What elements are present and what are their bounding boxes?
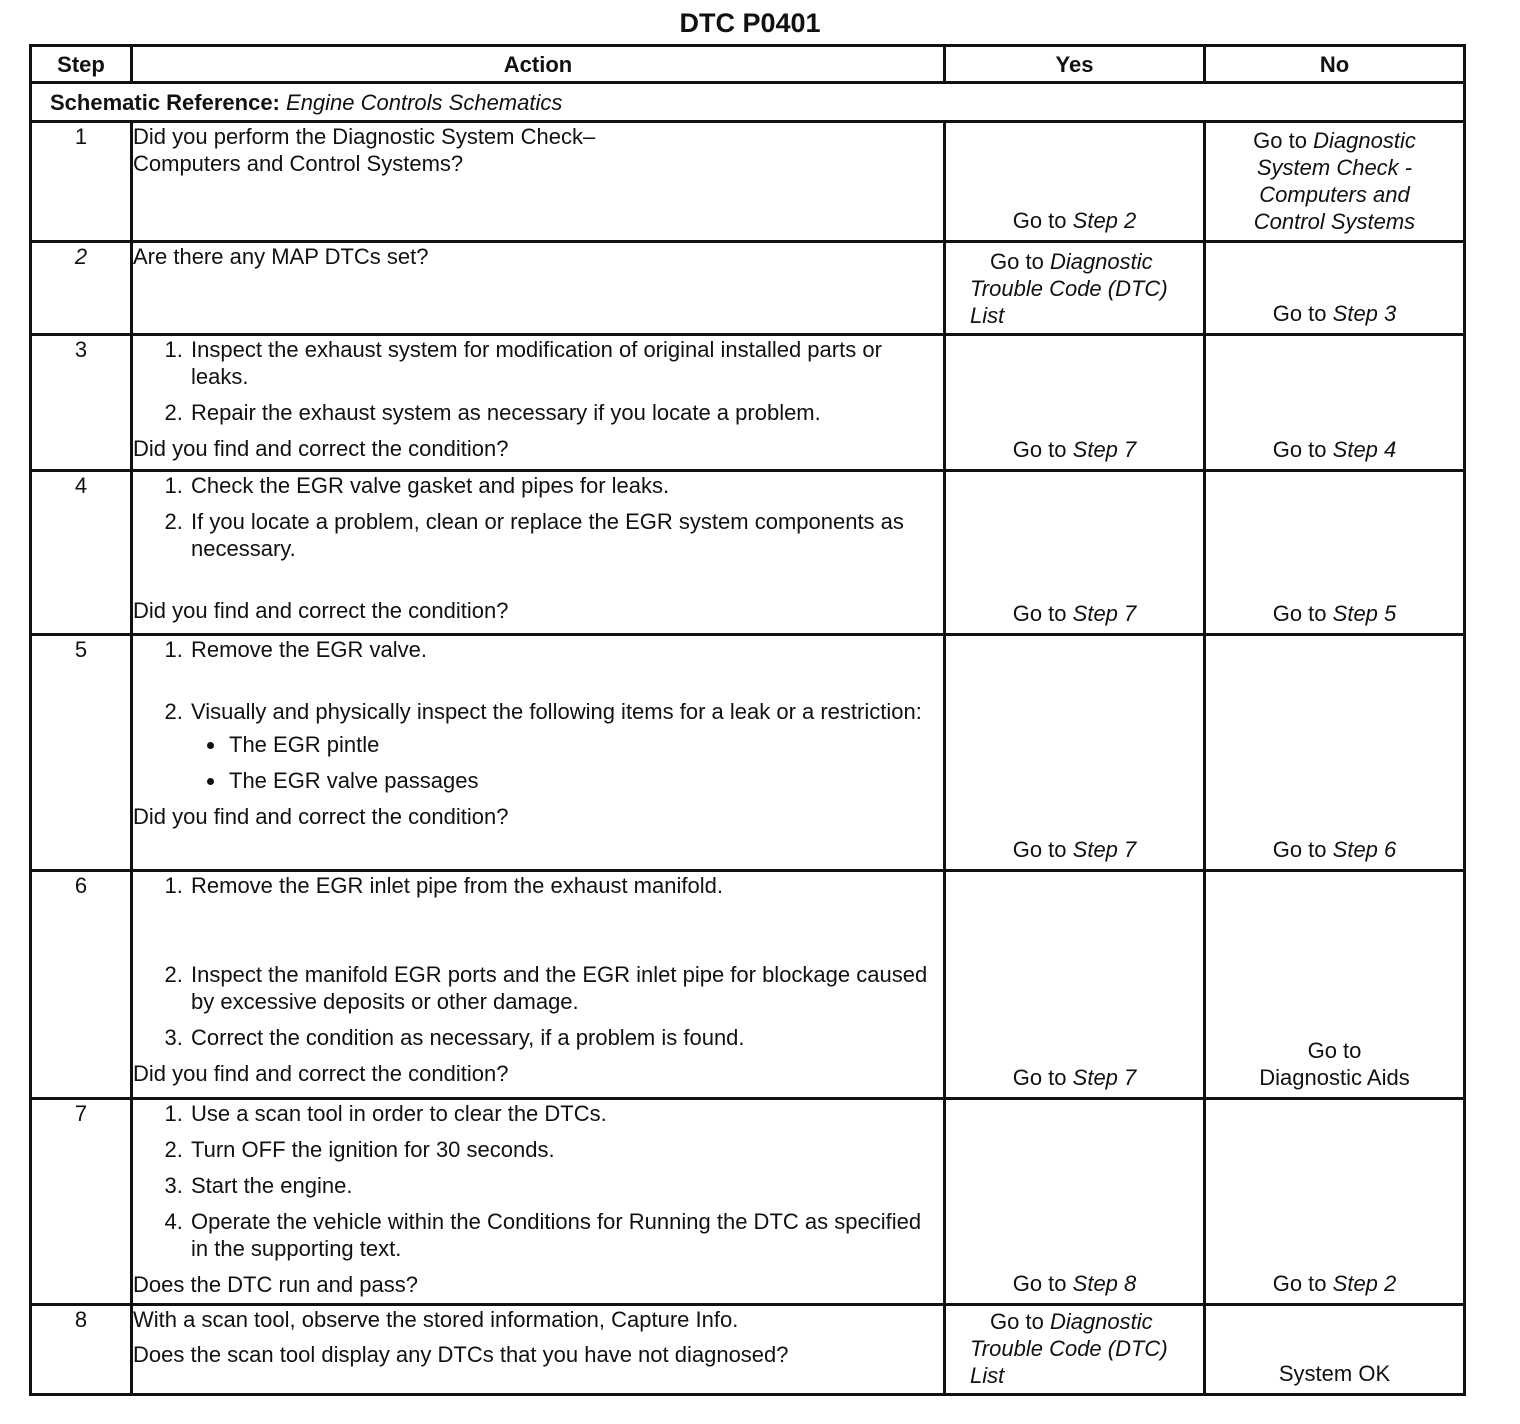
instruction-item: 2. Turn OFF the ignition for 30 seconds. bbox=[189, 1136, 943, 1163]
yes-action bbox=[970, 1308, 1199, 1389]
yes-cell bbox=[945, 1305, 1205, 1395]
yes-cell bbox=[945, 242, 1205, 335]
no-target: Step 2 bbox=[1332, 1271, 1397, 1296]
header-step: Step bbox=[31, 46, 132, 83]
step-number: 8 bbox=[31, 1305, 132, 1395]
instruction-item: 3. Correct the condition as necessary, if a problem is found. bbox=[189, 1024, 943, 1051]
yes-cell bbox=[945, 635, 1205, 871]
go-to-label: Go to bbox=[1272, 601, 1327, 626]
schematic-label: Schematic Reference: bbox=[50, 89, 280, 115]
no-cell bbox=[1205, 335, 1465, 471]
yes-target: Trouble Code (DTC) bbox=[970, 1336, 1168, 1361]
schematic-value: Engine Controls Schematics bbox=[286, 89, 563, 115]
instruction-item: 2. Repair the exhaust system as necessary if you locate a problem. bbox=[189, 399, 943, 426]
yes-target: Step 7 bbox=[1072, 1065, 1137, 1090]
no-cell bbox=[1205, 122, 1465, 242]
no-action bbox=[1206, 123, 1463, 235]
no-action bbox=[1206, 300, 1463, 327]
go-to-label: Go to bbox=[1272, 301, 1327, 326]
header-action: Action bbox=[132, 46, 945, 83]
no-cell bbox=[1205, 871, 1465, 1099]
instruction-item: 1. Inspect the exhaust system for modification of original installed parts or leaks. bbox=[189, 336, 943, 390]
go-to-label: Go to bbox=[1272, 437, 1327, 462]
yes-action bbox=[946, 207, 1203, 234]
yes-target: List bbox=[970, 1363, 1005, 1388]
step-number: 4 bbox=[31, 471, 132, 635]
question-text: Did you find and correct the condition? bbox=[133, 598, 509, 623]
no-action: System OK bbox=[1278, 1361, 1391, 1386]
table-row bbox=[31, 242, 1465, 335]
schematic-reference-row bbox=[31, 83, 1465, 122]
step-number: 7 bbox=[31, 1099, 132, 1305]
action-text: Are there any MAP DTCs set? bbox=[133, 244, 429, 269]
yes-action bbox=[946, 1270, 1203, 1297]
no-action bbox=[1206, 436, 1463, 463]
instruction-item: 2. Inspect the manifold EGR ports and the EGR inlet pipe for blockage caused by excessive deposits or other damage. bbox=[189, 961, 943, 1015]
action-cell bbox=[132, 635, 945, 871]
no-cell bbox=[1205, 635, 1465, 871]
page-title: DTC P0401 bbox=[679, 8, 821, 38]
action-cell bbox=[132, 471, 945, 635]
no-cell bbox=[1205, 1305, 1465, 1395]
no-target: Control Systems bbox=[1253, 209, 1416, 234]
go-to-label: Go to bbox=[1272, 1271, 1327, 1296]
yes-action bbox=[946, 436, 1203, 463]
go-to-label: Go to bbox=[990, 1309, 1044, 1334]
action-text: With a scan tool, observe the stored information, Capture Info. bbox=[133, 1307, 739, 1332]
no-action bbox=[1206, 1270, 1463, 1297]
question-text: Did you find and correct the condition? bbox=[133, 1061, 509, 1086]
yes-cell bbox=[945, 871, 1205, 1099]
table-row bbox=[31, 635, 1465, 871]
question-text: Does the scan tool display any DTCs that you have not diagnosed? bbox=[133, 1342, 789, 1367]
step-number: 6 bbox=[31, 871, 132, 1099]
go-to-label: Go to bbox=[1307, 1038, 1362, 1063]
question-text: Did you find and correct the condition? bbox=[133, 804, 509, 829]
action-cell bbox=[132, 242, 945, 335]
instruction-list bbox=[133, 472, 943, 562]
no-action bbox=[1206, 600, 1463, 627]
go-to-label: Go to bbox=[1272, 837, 1327, 862]
yes-target: Step 7 bbox=[1072, 601, 1137, 626]
table-row bbox=[31, 335, 1465, 471]
instruction-item: 4. Operate the vehicle within the Conditions for Running the DTC as specified in the supporting text. bbox=[189, 1208, 943, 1262]
step-number: 1 bbox=[31, 122, 132, 242]
yes-action bbox=[946, 1064, 1203, 1091]
instruction-list bbox=[133, 636, 943, 794]
table-row bbox=[31, 471, 1465, 635]
instruction-list bbox=[133, 1100, 943, 1262]
action-text: Did you perform the Diagnostic System Check– bbox=[133, 124, 596, 149]
schematic-reference bbox=[31, 83, 1465, 122]
no-action bbox=[1206, 1037, 1463, 1091]
no-target: Diagnostic bbox=[1313, 128, 1416, 153]
go-to-label: Go to bbox=[1012, 1065, 1067, 1090]
header-no: No bbox=[1205, 46, 1465, 83]
no-target: Step 4 bbox=[1332, 437, 1397, 462]
go-to-label: Go to bbox=[1012, 837, 1067, 862]
step-number: 3 bbox=[31, 335, 132, 471]
no-cell bbox=[1205, 1099, 1465, 1305]
instruction-item bbox=[189, 698, 943, 794]
instruction-text: Visually and physically inspect the following items for a leak or a restriction: bbox=[191, 699, 922, 724]
no-target: Step 5 bbox=[1332, 601, 1397, 626]
instruction-item: 1. Remove the EGR inlet pipe from the exhaust manifold. bbox=[189, 872, 943, 899]
step-number: 5 bbox=[31, 635, 132, 871]
yes-target: Diagnostic bbox=[1049, 249, 1153, 274]
step-number: 2 bbox=[31, 242, 132, 335]
bullet-item: • The EGR valve passages bbox=[227, 767, 943, 794]
no-cell bbox=[1205, 242, 1465, 335]
yes-cell bbox=[945, 335, 1205, 471]
action-cell bbox=[132, 335, 945, 471]
go-to-label: Go to bbox=[1012, 601, 1067, 626]
no-target: Step 6 bbox=[1332, 837, 1397, 862]
yes-cell bbox=[945, 1099, 1205, 1305]
table-row bbox=[31, 1099, 1465, 1305]
yes-target: Step 7 bbox=[1072, 437, 1137, 462]
yes-target: Step 8 bbox=[1072, 1271, 1137, 1296]
bullet-item: • The EGR pintle bbox=[227, 731, 943, 758]
table-row bbox=[31, 122, 1465, 242]
action-cell bbox=[132, 1099, 945, 1305]
yes-action bbox=[970, 248, 1199, 329]
yes-target: Step 7 bbox=[1072, 837, 1137, 862]
table-row bbox=[31, 871, 1465, 1099]
instruction-item: 3. Start the engine. bbox=[189, 1172, 943, 1199]
table-header-row bbox=[31, 46, 1465, 83]
yes-target: Trouble Code (DTC) bbox=[970, 276, 1168, 301]
yes-cell bbox=[945, 122, 1205, 242]
question-text: Does the DTC run and pass? bbox=[133, 1272, 418, 1297]
instruction-item: 2. If you locate a problem, clean or replace the EGR system components as necessary. bbox=[189, 508, 943, 562]
action-cell bbox=[132, 1305, 945, 1395]
question-text: Did you find and correct the condition? bbox=[133, 436, 509, 461]
no-target: Computers and bbox=[1259, 182, 1410, 207]
action-cell bbox=[132, 122, 945, 242]
instruction-list bbox=[133, 872, 943, 1051]
instruction-list bbox=[133, 336, 943, 426]
instruction-item: 1. Use a scan tool in order to clear the DTCs. bbox=[189, 1100, 943, 1127]
instruction-item: 1. Check the EGR valve gasket and pipes for leaks. bbox=[189, 472, 943, 499]
header-yes: Yes bbox=[945, 46, 1205, 83]
go-to-label: Go to bbox=[1012, 437, 1067, 462]
go-to-label: Go to bbox=[1253, 128, 1307, 153]
no-target: System Check - bbox=[1256, 155, 1413, 180]
yes-action bbox=[946, 600, 1203, 627]
instruction-item: 1. Remove the EGR valve. bbox=[189, 636, 943, 663]
yes-target: Diagnostic bbox=[1049, 1309, 1153, 1334]
no-cell bbox=[1205, 471, 1465, 635]
yes-action bbox=[946, 836, 1203, 863]
go-to-label: Go to bbox=[1012, 1271, 1067, 1296]
go-to-label: Go to bbox=[990, 249, 1044, 274]
no-action bbox=[1206, 836, 1463, 863]
yes-target: List bbox=[970, 303, 1005, 328]
table-row bbox=[31, 1305, 1465, 1395]
action-cell bbox=[132, 871, 945, 1099]
bullet-list bbox=[191, 731, 943, 794]
no-target: Step 3 bbox=[1332, 301, 1397, 326]
go-to-label: Go to bbox=[1012, 208, 1067, 233]
dtc-diagnostic-table bbox=[29, 44, 1466, 1396]
no-target: Diagnostic Aids bbox=[1259, 1065, 1410, 1090]
yes-target: Step 2 bbox=[1072, 208, 1137, 233]
action-text: Computers and Control Systems? bbox=[133, 151, 464, 176]
yes-cell bbox=[945, 471, 1205, 635]
